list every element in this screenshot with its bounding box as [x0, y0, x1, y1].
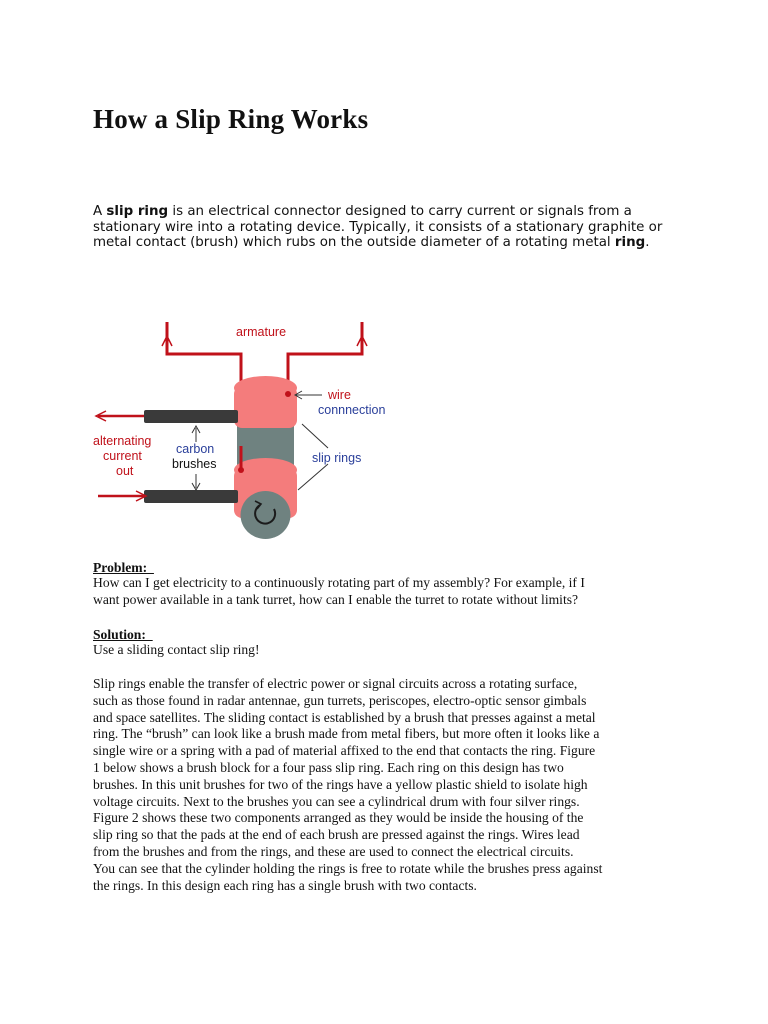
solution-text: [93, 642, 683, 659]
carbon-brush-top: [144, 410, 238, 423]
armature-wire-left: [167, 322, 241, 454]
body-line: such as those found in radar antennae, gun turrets, periscopes, electro-optic sensor gimbals: [93, 692, 587, 708]
intro-text-3: .: [645, 235, 650, 251]
body-line: voltage circuits. Next to the brushes you can see a cylindrical drum with four silver rings.: [93, 793, 580, 809]
problem-heading: Problem:: [93, 560, 154, 575]
body-line: 1 below shows a brush block for a four pass slip ring. Each ring on this design has two: [93, 759, 564, 775]
contact-dot-2: [285, 391, 291, 397]
body-line: slip ring so that the pads at the end of each brush are pressed against the rings. Wires lead: [93, 827, 580, 843]
solution-heading: Solution:: [93, 627, 153, 642]
label-carbon: carbon: [176, 442, 215, 456]
label-connection: connnection: [318, 403, 386, 417]
body-line: Figure 2 shows these two components arranged as they would be inside the housing of the: [93, 810, 584, 826]
body-line: and space satellites. The sliding contact is established by a brush that presses against a metal: [93, 709, 596, 725]
body-line: single wire or a spring with a pad of material affixed to the end that contacts the ring. Figure: [93, 743, 596, 759]
cylinder-end-face: [241, 491, 291, 539]
body-paragraph: [93, 676, 683, 894]
label-wire: wire: [328, 388, 351, 402]
slip-rings-pointer-2: [298, 464, 328, 490]
body-line: from the brushes and from the rings, and these are used to connect the electrical circuits.: [93, 843, 574, 859]
body-line: brushes. In this unit brushes for two of the rings have a yellow plastic shield to isolate high: [93, 776, 588, 792]
intro-text-2: is an electrical connector designed to carry current or signals from a stationary wire into a rotating device. Typically, it consists of a stationary graphite or metal contact (brush) which rubs on the outside diameter of a rotating metal: [93, 204, 663, 251]
contact-dot-1: [238, 467, 244, 473]
carbon-brush-bottom: [144, 490, 238, 503]
problem-line: How can I get electricity to a continuously rotating part of my assembly? For example, if I: [93, 575, 585, 590]
body-line: Slip rings enable the transfer of electric power or signal circuits across a rotating surface,: [93, 676, 578, 691]
label-out: out: [116, 464, 134, 478]
intro-text-1: A: [93, 204, 107, 219]
problem-text: [93, 575, 683, 609]
slip-rings-pointer-1: [302, 424, 328, 448]
problem-line: want power available in a tank turret, how can I enable the turret to rotate without limits?: [93, 591, 579, 607]
intro-bold-slip-ring: slip ring: [106, 204, 169, 219]
page-title: How a Slip Ring Works: [93, 104, 369, 134]
label-brushes: brushes: [172, 457, 217, 471]
slip-ring-diagram: [90, 318, 390, 546]
intro-bold-ring: ring: [614, 235, 646, 251]
label-slip-rings: slip rings: [312, 451, 362, 465]
body-line: You can see that the cylinder holding the rings is free to rotate while the brushes press against: [93, 860, 603, 876]
label-current: current: [103, 449, 142, 463]
armature-wire-right: [288, 322, 362, 394]
solution-line: Use a sliding contact slip ring!: [93, 642, 260, 657]
body-line: ring. The “brush” can look like a brush made from metal fibers, but more often it looks like a: [93, 726, 600, 742]
label-armature: armature: [236, 325, 287, 339]
intro-paragraph: [93, 204, 683, 251]
label-alternating: alternating: [93, 434, 152, 448]
body-line: the rings. In this design each ring has a single brush with two contacts.: [93, 877, 477, 893]
